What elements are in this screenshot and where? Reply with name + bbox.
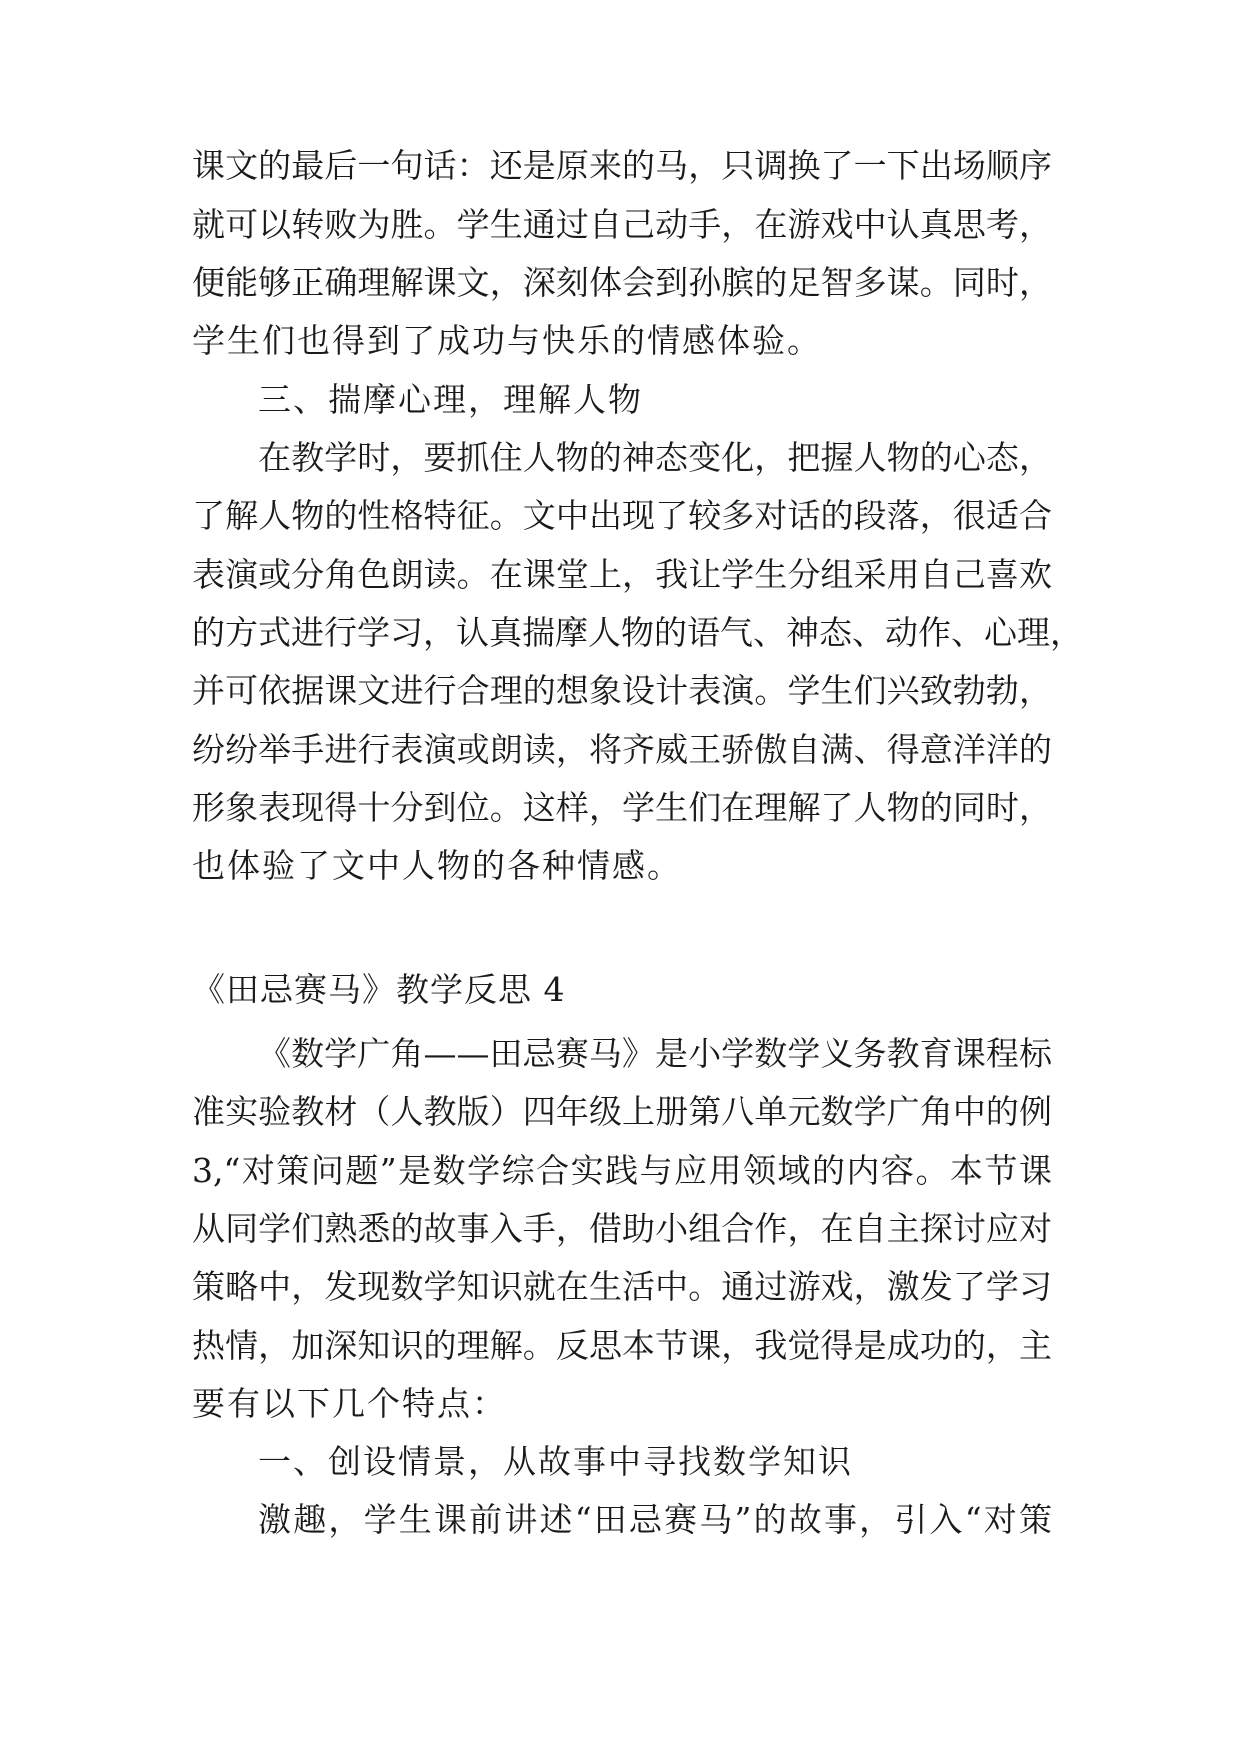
paragraph-line: 激趣，学生课前讲述“田忌赛马”的故事，引入“对策 [258,1500,1052,1539]
paragraph-line: 了解人物的性格特征。文中出现了较多对话的段落，很适合 [192,496,1052,535]
paragraph-line: 准实验教材（人教版）四年级上册第八单元数学广角中的例 [192,1092,1052,1131]
paragraph-line: 热情，加深知识的理解。反思本节课，我觉得是成功的，主 [192,1326,1052,1365]
paragraph-line: 3,“对策问题”是数学综合实践与应用领域的内容。本节课 [192,1151,1052,1190]
section-heading: 一、创设情景，从故事中寻找数学知识 [258,1442,853,1481]
paragraph-line: 从同学们熟悉的故事入手，借助小组合作，在自主探讨应对 [192,1209,1052,1248]
paragraph-line: 学生们也得到了成功与快乐的情感体验。 [192,321,822,360]
paragraph-line: 并可依据课文进行合理的想象设计表演。学生们兴致勃勃， [192,671,1052,710]
paragraph-line: 表演或分角色朗读。在课堂上，我让学生分组采用自己喜欢 [192,555,1052,594]
paragraph-line: 就可以转败为胜。学生通过自己动手，在游戏中认真思考， [192,205,1052,244]
paragraph-line: 《数学广角——田忌赛马》是小学数学义务教育课程标 [258,1034,1052,1073]
paragraph-line: 也体验了文中人物的各种情感。 [192,846,682,885]
paragraph-line: 形象表现得十分到位。这样，学生们在理解了人物的同时， [192,788,1052,827]
paragraph-line: 的方式进行学习，认真揣摩人物的语气、神态、动作、心理， [192,613,1083,652]
paragraph-line: 策略中，发现数学知识就在生活中。通过游戏，激发了学习 [192,1267,1052,1306]
article-title: 《田忌赛马》教学反思 4 [192,970,566,1009]
paragraph-line: 纷纷举手进行表演或朗读，将齐威王骄傲自满、得意洋洋的 [192,730,1052,769]
paragraph-line: 课文的最后一句话：还是原来的马，只调换了一下出场顺序 [192,146,1052,185]
paragraph-line: 在教学时，要抓住人物的神态变化，把握人物的心态， [258,438,1052,477]
paragraph-line: 要有以下几个特点： [192,1384,507,1423]
paragraph-line: 便能够正确理解课文，深刻体会到孙膑的足智多谋。同时， [192,263,1052,302]
section-heading: 三、揣摩心理，理解人物 [258,380,643,419]
